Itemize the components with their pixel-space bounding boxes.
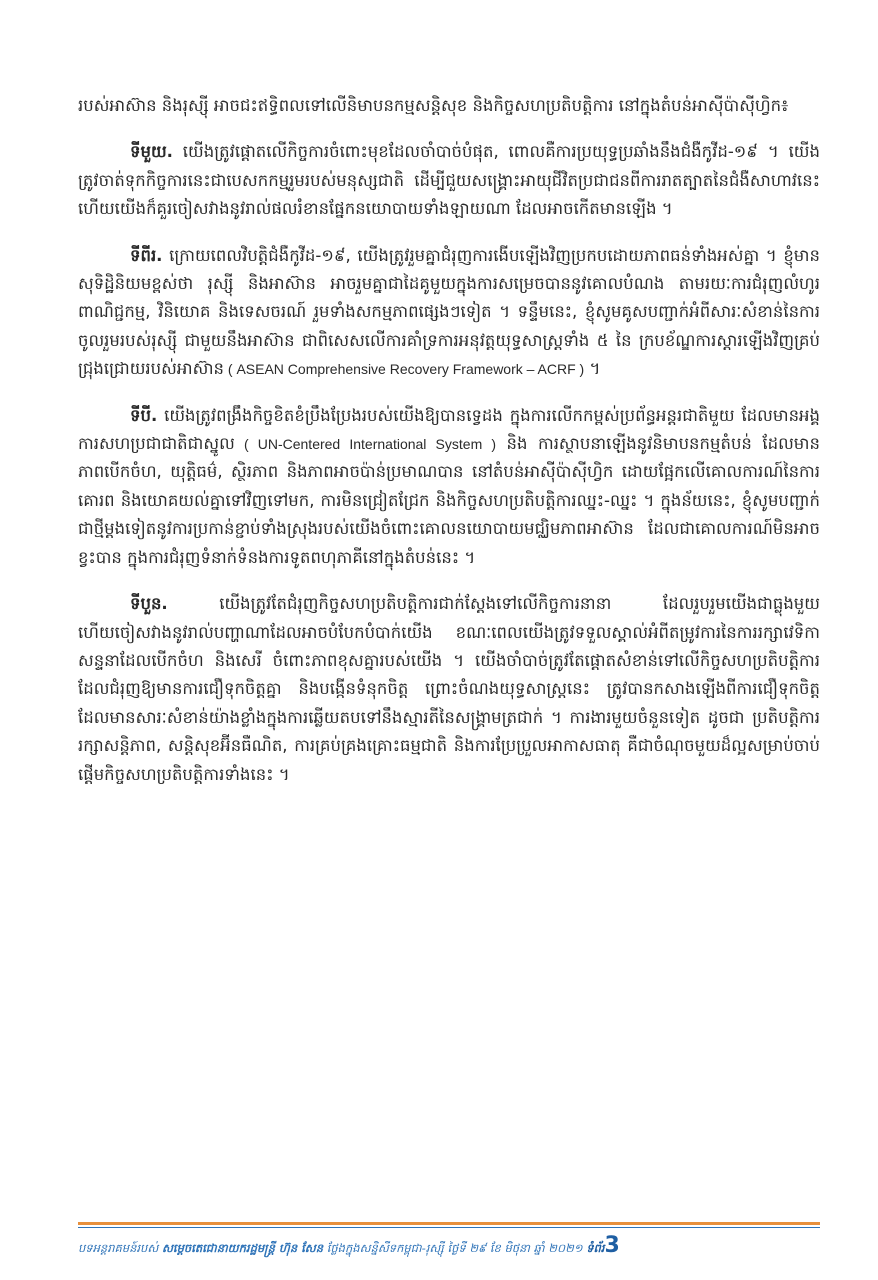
paragraph-fourth-lead: ទីបួន. (130, 594, 168, 614)
paragraph-third-text-b: និង ការស្ថាបនាឡើងនូវនិមាបនកម្មតំបន់ ដែលមានភាពបើកចំហ, យុត្តិធម៌, ស្ថិរភាព និងភាពអាចប៉ាន់ប្រមាណបាន នៅតំបន់អាស៊ីប៉ាស៊ីហ្វិក ដោយផ្អែកលើគោលការណ៍នៃការគោរព និងយោគយល់គ្នាទៅវិញទៅមក, ការមិនជ្រៀតជ្រែក និងកិច្ចសហប្រតិបត្តិការឈ្នះ-ឈ្នះ ។ ក្នុងន័យនេះ, ខ្ញុំសូមបញ្ជាក់ជាថ្មីម្តងទៀតនូវការប្រកាន់ខ្ជាប់ទាំងស្រុងរបស់យើងចំពោះគោលនយោបាយមជ្ឈិមភាពអាស៊ាន ដែលជាគោលការណ៍មិនអាចខ្វះបាន ក្នុងការជំរុញទំនាក់ទំនងការទូតពហុភាគីនៅក្នុងតំបន់នេះ ។ (78, 434, 820, 567)
footer-page-label: ទំព័រ (586, 1241, 605, 1255)
footer-page-number: 3 (604, 1233, 620, 1258)
paragraph-fourth-text: យើងត្រូវតែជំរុញកិច្ចសហប្រតិបត្តិការជាក់ស្តែងទៅលើកិច្ចការនានា ដែលរួបរួមយើងជាធ្លុងមួយ ហើយចៀសវាងនូវរាល់បញ្ហាណាដែលអាចបំបែកបំបាក់យើង ខណៈពេលយើងត្រូវទទួលស្គាល់អំពីតម្រូវការនៃការរក្សាវេទិកាសន្ទនាដែលបើកចំហ និងសេរី ចំពោះភាពខុសគ្នារបស់យើង ។ យើងចាំបាច់ត្រូវតែផ្តោតសំខាន់ទៅលើកិច្ចសហប្រតិបត្តិការដែលជំរុញឱ្យមានការជឿទុកចិត្តគ្នា និងបង្កើនទំនុកចិត្ត ព្រោះចំណងយុទ្ធសាស្ត្រនេះ ត្រូវបានកសាងឡើងពីការជឿទុកចិត្ត ដែលមានសារៈសំខាន់យ៉ាងខ្លាំងក្នុងការឆ្លើយតបទៅនឹងស្មារតីនៃសង្គ្រាមត្រជាក់ ។ ការងារមួយចំនួនទៀត ដូចជា ប្រតិបត្តិការរក្សាសន្តិភាព, សន្តិសុខអ៊ីនធឺណិត, ការគ្រប់គ្រងគ្រោះធម្មជាតិ និងការប្រែប្រួលអាកាសធាតុ គឺជាចំណុចមួយដ៏ល្អសម្រាប់ចាប់ផ្តើមកិច្ចសហប្រតិបត្តិការទាំងនេះ ។ (78, 594, 820, 784)
paragraph-fourth (78, 590, 820, 789)
document-body (78, 92, 820, 807)
paragraph-third (78, 402, 820, 572)
intro-paragraph (78, 92, 820, 120)
un-system-reference: ( UN-Centered International System ) (234, 436, 497, 453)
intro-text: របស់អាស៊ាន និងរុស្ស៊ី អាចជះឥទ្ធិពលទៅលើនិមាបនកម្មសន្តិសុខ និងកិច្ចសហប្រតិបត្តិការ នៅក្នុងតំបន់អាស៊ីប៉ាស៊ីហ្វិក៖ (78, 96, 789, 115)
footer-rule (78, 1222, 820, 1225)
paragraph-first-lead: ទីមួយ. (130, 142, 173, 162)
paragraph-second (78, 242, 820, 384)
paragraph-third-text-a: យើងត្រូវពង្រឹងកិច្ចខិតខំប្រឹងប្រែងរបស់យើងឱ្យបានទ្វេដង ក្នុងការលើកកម្ពស់ប្រព័ន្ធអន្តរជាតិមួយ ដែលមានអង្គការសហប្រជាជាតិជាស្នូល (78, 405, 820, 454)
footer-caption (78, 1233, 820, 1258)
footer-event: ថ្លែងក្នុងសន្និសីទកម្ពុជា-រុស្ស៊ី ថ្ងៃទី ២៩ ខែ មិថុនា ឆ្នាំ ២០២១ (326, 1241, 583, 1255)
paragraph-third-lead: ទីបី. (130, 405, 158, 425)
paragraph-second-lead: ទីពីរ. (130, 245, 163, 265)
paragraph-first-text: យើងត្រូវផ្តោតលើកិច្ចការចំពោះមុខដែលចាំបាច់បំផុត, ពោលគឺការប្រយុទ្ធប្រឆាំងនឹងជំងឺកូវីដ-១៩ ។ យើងត្រូវចាត់ទុកកិច្ចការនេះជាបេសកកម្មរួមរបស់មនុស្សជាតិ ដើម្បីជួយសង្គ្រោះអាយុជីវិតប្រជាជនពីការរាតត្បាតនៃជំងឺសាហាវនេះ ហើយយើងក៏គួរចៀសវាងនូវរាល់ផលរំខានផ្នែកនយោបាយទាំងឡាយណា ដែលអាចកើតមានឡើង ។ (78, 142, 820, 219)
paragraph-first (78, 138, 820, 223)
footer-rule-thin (78, 1227, 820, 1228)
page-footer (78, 1222, 820, 1262)
footer-speaker: សម្តេចតេជោនាយករដ្ឋមន្ត្រី ហ៊ុន សែន (161, 1241, 324, 1255)
acrf-reference: ( ASEAN Comprehensive Recovery Framework – ACRF ) (224, 361, 585, 378)
footer-prefix: បទអន្តរាគមន៍របស់ (78, 1241, 159, 1255)
paragraph-second-end: ។ (584, 359, 601, 379)
paragraph-second-text: ក្រោយពេលវិបត្តិជំងឺកូវីដ-១៩, យើងត្រូវរួមគ្នាជំរុញការងើបឡើងវិញប្រកបដោយភាពធន់ទាំងអស់គ្នា ។ ខ្ញុំមានសុទិដ្ឋិនិយមខ្ពស់ថា រុស្ស៊ី និងអាស៊ាន អាចរួមគ្នាជាដៃគូមួយក្នុងការសម្រេចបាននូវគោលបំណង តាមរយៈការជំរុញលំហូរពាណិជ្ជកម្ម, វិនិយោគ និងទេសចរណ៍ រួមទាំងសកម្មភាពផ្សេងៗទៀត ។ ទន្ទឹមនេះ, ខ្ញុំសូមគូសបញ្ជាក់អំពីសារៈសំខាន់នៃការចូលរួមរបស់រុស្ស៊ី ជាមួយនឹងអាស៊ាន ជាពិសេសលើការគាំទ្រការអនុវត្តយុទ្ធសាស្ត្រទាំង ៥ នៃ ក្របខ័ណ្ឌការស្តារឡើងវិញគ្រប់ជ្រុងជ្រោយរបស់អាស៊ាន (78, 245, 820, 379)
